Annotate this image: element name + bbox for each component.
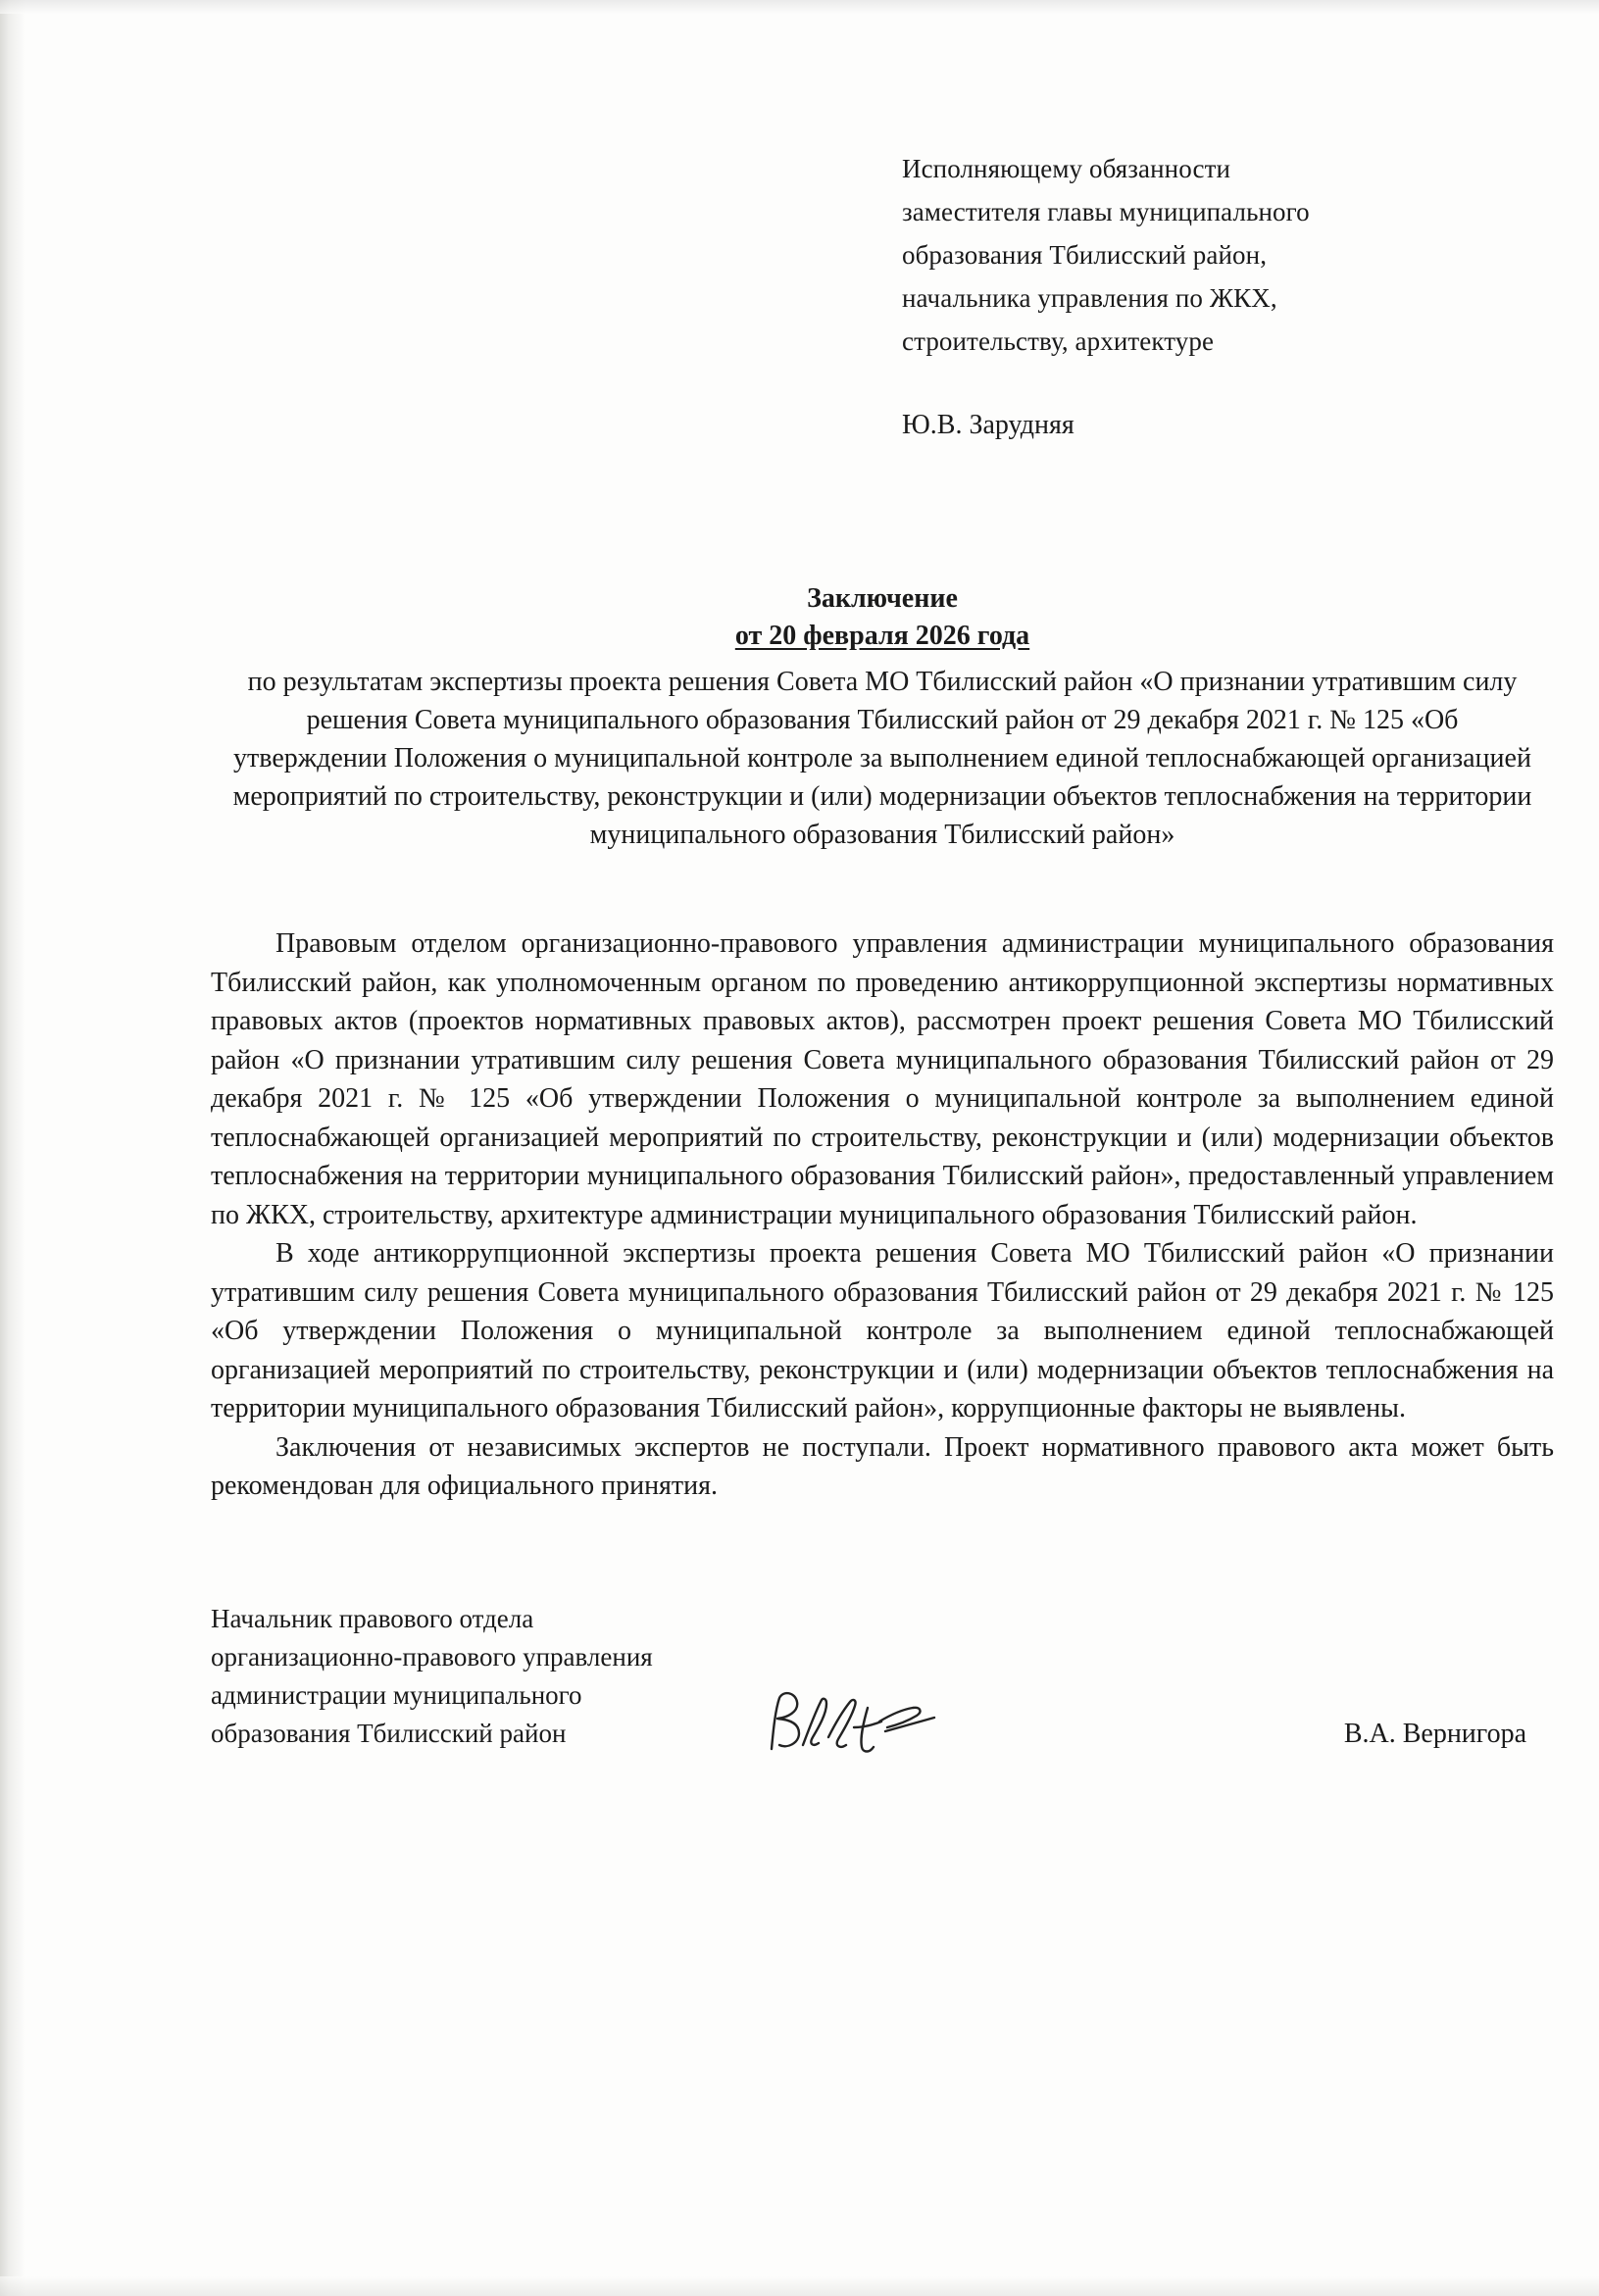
page-title: Заключение — [807, 583, 958, 614]
document-date: от 20 февраля 2026 года — [734, 621, 1030, 651]
body-paragraph-1: Правовым отделом организационно-правового управления администрации муниципального образования Тбилисский район, как уполномоченным органом по проведению антикоррупционной экспертизы нормативных правовых актов (проектов нормативных правовых актов), рассмотрен проект решения Совета МО Тбилисский район «О признании утратившим силу решения Совета муниципального образования Тбилисский район от 29 декабря 2021 г. № 125 «Об утверждении Положения о муниципальной контроле за выполнением единой теплоснабжающей организацией мероприятий по строительству, реконструкции и (или) модернизации объектов теплоснабжения на территории муниципального образования Тбилисский район», предоставленный управлением по ЖКХ, строительству, архитектуре администрации муниципального образования Тбилисский район. — [211, 928, 1554, 1230]
title-block — [211, 580, 1554, 854]
signature-name: В.А. Вернигора — [1343, 1718, 1526, 1749]
addressee-block — [902, 147, 1554, 363]
addressee-line-2: заместителя главы муниципального — [902, 197, 1310, 226]
addressee-line-1: Исполняющему обязанности — [902, 154, 1231, 183]
addressee-name: Ю.В. Зарудняя — [902, 410, 1074, 440]
scan-edge-left — [0, 0, 25, 2296]
addressee-line-5: строительству, архитектуре — [902, 326, 1215, 356]
addressee-line-4: начальника управления по ЖКХ, — [902, 283, 1277, 313]
signature-line-1: Начальник правового отдела — [211, 1603, 534, 1633]
body-paragraph-3: Заключения от независимых экспертов не поступали. Проект нормативного правового акта может быть рекомендован для официального принятия. — [211, 1431, 1554, 1501]
scan-edge-top — [0, 0, 1599, 14]
signature-line-2: организационно-правового управления — [211, 1641, 653, 1672]
document-subtitle: по результатам экспертизы проекта решения Совета МО Тбилисский район «О признании утратившим силу решения Совета муниципального образования Тбилисский район от 29 декабря 2021 г. № 125 «Об утверждении Положения о муниципальной контроле за выполнением единой теплоснабжающей организацией мероприятий по строительству, реконструкции и (или) модернизации объектов теплоснабжения на территории муниципального образования Тбилисский район» — [232, 667, 1532, 850]
signature-line-4: образования Тбилисский район — [211, 1718, 567, 1748]
document-content — [211, 147, 1554, 1753]
document-body — [211, 924, 1554, 1506]
signature-line-3: администрации муниципального — [211, 1679, 582, 1710]
signature-block — [211, 1600, 1554, 1753]
body-paragraph-2: В ходе антикоррупционной экспертизы проекта решения Совета МО Тбилисский район «О признании утратившим силу решения Совета муниципального образования Тбилисский район от 29 декабря 2021 г. № 125 «Об утверждении Положения о муниципальной контроле за выполнением единой теплоснабжающей организацией мероприятий по строительству, реконструкции и (или) модернизации объектов теплоснабжения на территории муниципального образования Тбилисский район», коррупционные факторы не выявлены. — [211, 1238, 1554, 1423]
addressee-line-3: образования Тбилисский район, — [902, 240, 1268, 270]
scan-edge-bottom — [0, 2276, 1599, 2296]
